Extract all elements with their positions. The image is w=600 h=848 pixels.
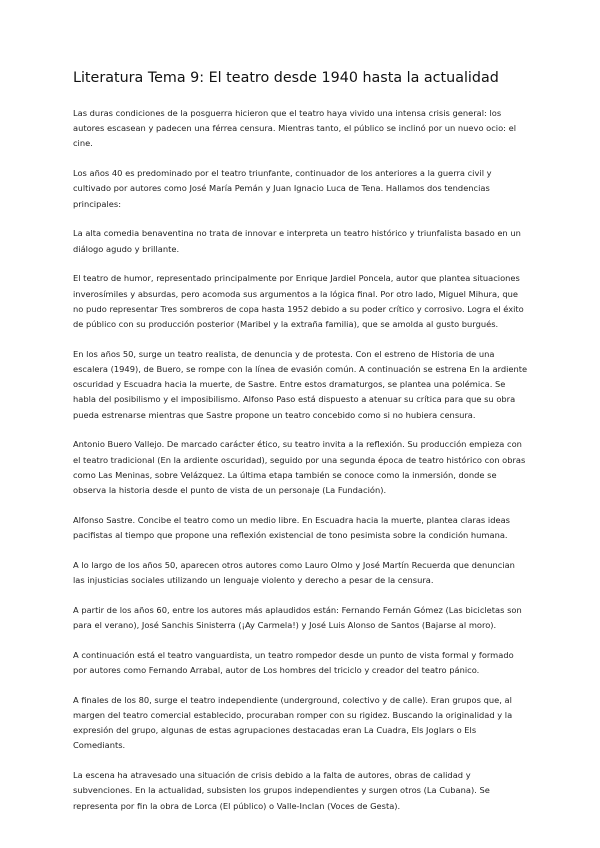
paragraph-anos-40: Los años 40 es predominado por el teatro triunfante, continuador de los anteriores a la guerra civil y cultivado por autores como José María Pemán y Juan Ignacio Luca de Tena. Hallamos dos tendencias principales: [73,168,492,209]
paragraph-alta-comedia: La alta comedia benaventina no trata de innovar e interpreta un teatro histórico y triunfalista basado en un diálogo agudo y brillante. [73,228,521,254]
paragraph-anos-60: A partir de los años 60, entre los autores más aplaudidos están: Fernando Fernán Gómez (Las bicicletas son para el verano), José Sanchis Sinisterra (¡Ay Carmela!) y José Luis Alonso de Santos (Bajarse al moro). [73,604,522,631]
document-page [73,68,528,828]
paragraph-teatro-humor: El teatro de humor, representado principalmente por Enrique Jardiel Poncela, autor que plantea situaciones inverosímiles y absurdas, pero acomoda sus argumentos a la lógica final. Por otro lado, Miguel Mihura, que no pudo representar Tres sombreros de copa hasta 1952 debido a su poder crítico y corrosivo. Logra el éxito de público con su producción posterior (Maribel y la extraña familia), que se amolda al gusto burgués. [73,273,524,330]
paragraph-posguerra: Las duras condiciones de la posguerra hicieron que el teatro haya vivido una intensa crisis general: los autores escasean y padecen una férrea censura. Mientras tanto, el público se inclinó por un nuevo ocio: el cine. [73,108,517,149]
document-title: Literatura Tema 9: El teatro desde 1940 hasta la actualidad [73,70,499,86]
paragraph-actualidad: La escena ha atravesado una situación de crisis debido a la falta de autores, obras de calidad y subvenciones. En la actualidad, subsisten los grupos independientes y surgen otros (La Cubana). Se representa por fin la obra de Lorca (El público) o Valle-Inclan (Voces de Gesta). [73,770,490,811]
paragraph-anos-50: En los años 50, surge un teatro realista, de denuncia y de protesta. Con el estreno de Historia de una escalera (1949), de Buero, se rompe con la línea de evasión común. A continuación se estrena En la ardiente oscuridad y Escuadra hacia la muerte, de Sastre. Entre estos dramaturgos, se plantea una polémica. Se habla del posibilismo y el imposibilismo. Alfonso Paso está dispuesto a atenuar su crítica para que su obra pueda estrenarse mientras que Sastre propone un teatro concebido como si no hubiera censura. [73,348,528,420]
paragraph-teatro-independiente: A finales de los 80, surge el teatro independiente (underground, colectivo y de calle). Eran grupos que, al margen del teatro comercial establecido, procuraban romper con su rigidez. Buscando la originalidad y la expresión del grupo, algunas de estas agrupaciones destacadas eran La Cuadra, Els Joglars o Els Comediants. [73,694,513,751]
paragraph-teatro-vanguardista: A continuación está el teatro vanguardista, un teatro rompedor desde un punto de vista formal y formado por autores como Fernando Arrabal, autor de Los hombres del triciclo y creador del teatro pánico. [73,649,514,676]
paragraph-alfonso-sastre: Alfonso Sastre. Concibe el teatro como un medio libre. En Escuadra hacia la muerte, plantea claras ideas pacifistas al tiempo que propone una reflexión existencial de tono pesimista sobre la condición humana. [73,514,510,541]
paragraph-buero-vallejo: Antonio Buero Vallejo. De marcado carácter ético, su teatro invita a la reflexión. Su producción empieza con el teatro tradicional (En la ardiente oscuridad), seguido por una segunda época de teatro histórico con obras como Las Meninas, sobre Velázquez. La última etapa también se conoce como la inmersión, donde se observa la historia desde el punto de vista de un personaje (La Fundación). [73,439,526,496]
paragraph-otros-autores-50: A lo largo de los años 50, aparecen otros autores como Lauro Olmo y José Martín Recuerda que denuncian las injusticias sociales utilizando un lenguaje violento y derecho a pesar de la censura. [73,559,515,586]
